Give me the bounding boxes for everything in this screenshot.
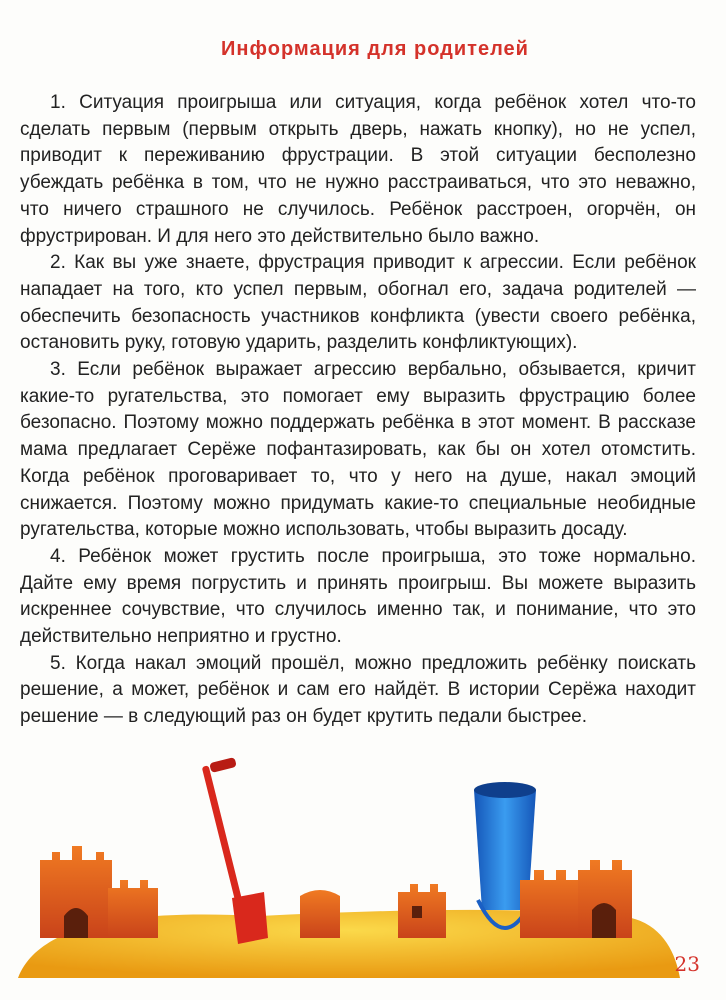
sand-castle-right <box>520 860 632 938</box>
sandbox-illustration <box>0 720 726 1000</box>
paragraph-1: 1. Ситуация проигрыша или ситуация, когда ребёнок хотел что-то сделать первым (первым открыть дверь, нажать кнопку), но не успел, приводит к переживанию фрустрации. В этой ситуации бесполезно убеждать ребёнка в том, что не нужно расстраиваться, что это неважно, что ничего страшного не случилось. Ребёнок расстроен, огорчён, он фрустрирован. И для него это действительно было важно. <box>20 92 696 247</box>
paragraph-5: 5. Когда накал эмоций прошёл, можно предложить ребёнку поискать решение, а может, ребёнок и сам его найдёт. В истории Серёжа находит решение — в следующий раз он будет крутить педали быстрее. <box>20 652 696 728</box>
paragraph-4: 4. Ребёнок может грустить после проигрыша, это тоже нормально. Дайте ему время погрустить и принять проигрыш. Вы можете выразить искреннее сочувствие, что случилось именно так, и понимание, что это действительно неприятно и грустно. <box>20 545 696 648</box>
paragraph-3: 3. Если ребёнок выражает агрессию вербально, обзывается, кричит какие-то ругательства, это помогает ему выразить фрустрацию более безопасно. Поэтому можно поддержать ребёнка в этот момент. В рассказе мама предлагает Серёже пофантазировать, как бы он хотел отомстить. Когда ребёнок проговаривает то, что у него на душе, накал эмоций снижается. Поэтому можно придумать какие-то специальные необидные ругательства, которые можно использовать, чтобы выразить досаду. <box>20 359 696 541</box>
paragraph-2: 2. Как вы уже знаете, фрустрация приводит к агрессии. Если ребёнок нападает на того, кто успел первым, обогнал его, задача родителей — обеспечить безопасность участников конфликта (увести своего ребёнка, остановить руку, готовую ударить, разделить конфликтующих). <box>20 252 696 354</box>
article-body <box>20 90 696 731</box>
sand-castle-left <box>40 846 158 938</box>
page-number: 23 <box>674 952 700 976</box>
page-title: Информация для родителей <box>221 38 529 60</box>
